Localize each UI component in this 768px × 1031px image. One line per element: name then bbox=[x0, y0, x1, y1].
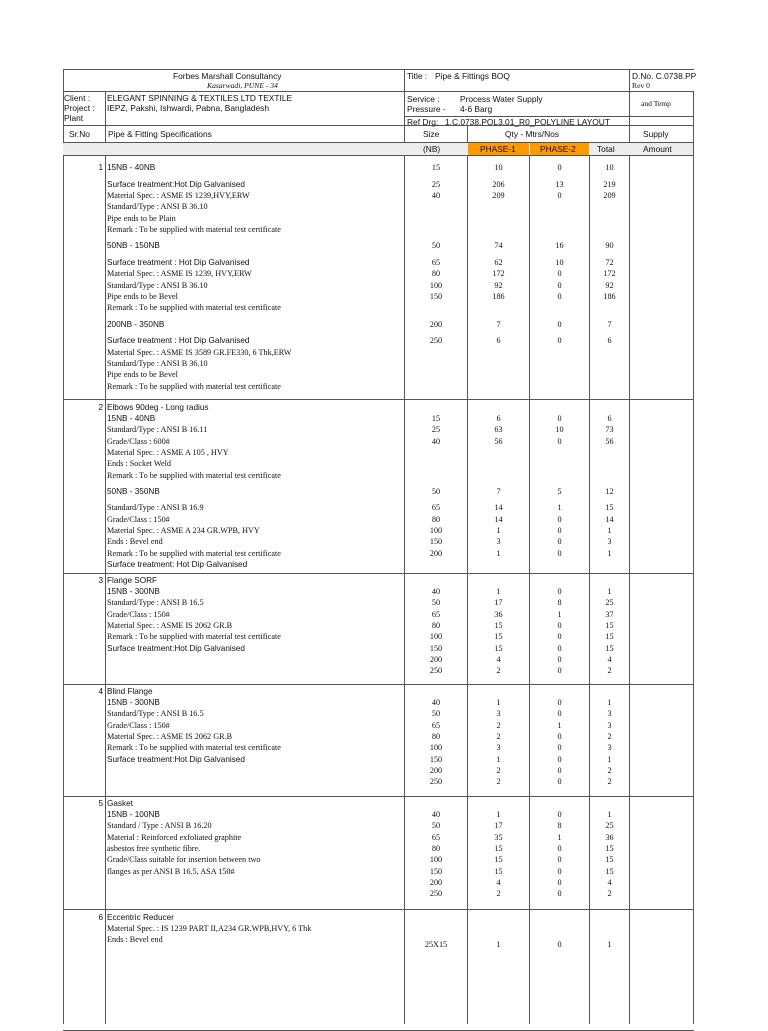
total-cell: 1 bbox=[607, 810, 612, 819]
spec-line: Grade/Class : 150# bbox=[107, 610, 170, 619]
phase2-cell: 0 bbox=[557, 515, 562, 524]
phase2-cell: 0 bbox=[557, 537, 562, 546]
total-cell: 15 bbox=[605, 867, 614, 876]
size-cell: 100 bbox=[429, 855, 443, 864]
phase2-cell: 0 bbox=[557, 709, 562, 718]
phase1-cell: 15 bbox=[494, 644, 503, 653]
phase2-cell: 0 bbox=[557, 549, 562, 558]
phase1-cell: 172 bbox=[492, 269, 505, 278]
total-cell: 1 bbox=[607, 940, 612, 949]
total-cell: 15 bbox=[605, 644, 614, 653]
phase1-cell: 7 bbox=[496, 320, 501, 329]
phase2-cell: 0 bbox=[557, 281, 562, 290]
size-cell: 80 bbox=[431, 621, 441, 630]
total-cell: 15 bbox=[605, 844, 614, 853]
total-cell: 3 bbox=[607, 721, 612, 730]
phase1-cell: 2 bbox=[496, 889, 501, 898]
total-cell: 37 bbox=[605, 610, 614, 619]
col-divider-total bbox=[629, 69, 630, 1024]
spec-line: Material Spec. : ASME IS 1239, HVY,ERW bbox=[107, 269, 252, 278]
phase2-cell: 0 bbox=[557, 855, 562, 864]
size-cell: 65 bbox=[431, 721, 441, 730]
size-cell: 200 bbox=[429, 766, 443, 775]
phase2-cell: 16 bbox=[555, 241, 564, 250]
phase2-cell: 0 bbox=[557, 666, 562, 675]
phase2-cell: 0 bbox=[557, 810, 562, 819]
spec-line: 15NB - 300NB bbox=[107, 587, 160, 596]
spec-line: Ends : Socket Weld bbox=[107, 459, 171, 468]
phase2-cell: 1 bbox=[557, 610, 562, 619]
size-cell: 80 bbox=[431, 515, 441, 524]
section-number: 6 bbox=[98, 913, 103, 922]
size-cell: 40 bbox=[431, 810, 441, 819]
size-cell: 50 bbox=[431, 241, 441, 250]
pressure-value: 4-6 Barg bbox=[460, 104, 493, 114]
total-cell: 90 bbox=[605, 241, 614, 250]
phase2-cell: 10 bbox=[555, 425, 564, 434]
phase2-cell: 0 bbox=[557, 621, 562, 630]
section-number: 2 bbox=[98, 403, 103, 412]
spec-line: Flange SORF bbox=[107, 576, 158, 585]
total-cell: 3 bbox=[607, 743, 612, 752]
phase1-cell: 74 bbox=[494, 241, 503, 250]
phase2-cell: 10 bbox=[555, 258, 564, 267]
total-cell: 1 bbox=[607, 526, 612, 535]
spec-line: Standard/Type : ANSI B 36.10 bbox=[107, 359, 208, 368]
size-cell: 15 bbox=[431, 414, 441, 423]
phase1-cell: 6 bbox=[496, 336, 501, 345]
total-cell: 15 bbox=[605, 621, 614, 630]
section-separator bbox=[63, 399, 694, 400]
phase2-cell: 1 bbox=[557, 833, 562, 842]
col-header-phase1: PHASE-1 bbox=[480, 144, 516, 154]
spec-line: Surface treatment:Hot Dip Galvanised bbox=[107, 755, 245, 764]
phase1-cell: 7 bbox=[496, 487, 501, 496]
col-header-spec: Pipe & Fitting Specifications bbox=[108, 129, 212, 139]
total-cell: 10 bbox=[605, 163, 614, 172]
phase2-cell: 0 bbox=[557, 191, 562, 200]
phase2-cell: 0 bbox=[557, 163, 562, 172]
spec-line: Surface treatment:Hot Dip Galvanised bbox=[107, 180, 245, 189]
spec-line: Eccentric Reducer bbox=[107, 913, 174, 922]
phase1-cell: 15 bbox=[494, 844, 503, 853]
frame-right-line bbox=[693, 91, 694, 1024]
size-cell: 200 bbox=[429, 549, 443, 558]
phase2-cell: 0 bbox=[557, 732, 562, 741]
size-cell: 150 bbox=[429, 292, 443, 301]
total-cell: 2 bbox=[607, 732, 612, 741]
phase1-cell: 1 bbox=[496, 526, 501, 535]
client-label: Client : bbox=[64, 93, 91, 103]
phase1-cell: 56 bbox=[494, 437, 503, 446]
phase2-cell: 0 bbox=[557, 292, 562, 301]
total-cell: 1 bbox=[607, 755, 612, 764]
phase2-cell: 0 bbox=[557, 844, 562, 853]
phase1-cell: 15 bbox=[494, 621, 503, 630]
phase1-cell: 15 bbox=[494, 632, 503, 641]
spec-line: Standard/Type : ANSI B 16.5 bbox=[107, 709, 204, 718]
spec-line: Surface treatment : Hot Dip Galvanised bbox=[107, 258, 250, 267]
spec-line: Ends : Bevel end bbox=[107, 935, 163, 944]
phase1-cell: 62 bbox=[494, 258, 503, 267]
phase1-cell: 2 bbox=[496, 766, 501, 775]
phase1-cell: 4 bbox=[496, 878, 501, 887]
size-cell: 200 bbox=[429, 878, 443, 887]
phase2-cell: 0 bbox=[557, 587, 562, 596]
total-cell: 72 bbox=[605, 258, 614, 267]
phase2-cell: 0 bbox=[557, 414, 562, 423]
spec-line: flanges as per ANSI B 16.5, ASA 150# bbox=[107, 867, 235, 876]
phase1-cell: 2 bbox=[496, 666, 501, 675]
spec-line: 200NB - 350NB bbox=[107, 320, 165, 329]
size-cell: 25 bbox=[431, 180, 441, 189]
title-value: Pipe & Fittings BOQ bbox=[435, 71, 510, 81]
total-cell: 2 bbox=[607, 889, 612, 898]
size-cell: 150 bbox=[429, 537, 443, 546]
client-address: IEPZ, Pakshi, Ishwardi, Pabna, Bangladesh bbox=[107, 103, 270, 113]
spec-line: Remark : To be supplied with material test certificate bbox=[107, 471, 281, 480]
spec-line: Remark : To be supplied with material test certificate bbox=[107, 225, 281, 234]
size-cell: 100 bbox=[429, 632, 443, 641]
size-cell: 65 bbox=[431, 503, 441, 512]
spec-line: Remark : To be supplied with material test certificate bbox=[107, 632, 281, 641]
spec-line: Surface treatment : Hot Dip Galvanised bbox=[107, 336, 250, 345]
phase1-cell: 4 bbox=[496, 655, 501, 664]
size-cell: 80 bbox=[431, 844, 441, 853]
col-divider-srno bbox=[105, 125, 106, 1024]
section-separator bbox=[63, 909, 694, 910]
spec-line: Material Spec. : ASME A 105 , HVY bbox=[107, 448, 229, 457]
section-number: 1 bbox=[98, 163, 103, 172]
total-cell: 3 bbox=[607, 537, 612, 546]
total-cell: 219 bbox=[603, 180, 616, 189]
phase1-cell: 14 bbox=[494, 515, 503, 524]
spec-line: Standard/Type : ANSI B 36.10 bbox=[107, 202, 208, 211]
size-cell: 150 bbox=[429, 755, 443, 764]
header-line-1 bbox=[63, 91, 694, 92]
phase1-cell: 10 bbox=[494, 163, 503, 172]
phase2-cell: 0 bbox=[557, 644, 562, 653]
phase1-cell: 15 bbox=[494, 855, 503, 864]
phase2-cell: 0 bbox=[557, 777, 562, 786]
plant-label: Plant bbox=[64, 113, 84, 123]
phase2-cell: 0 bbox=[557, 698, 562, 707]
total-cell: 14 bbox=[605, 515, 614, 524]
phase1-cell: 2 bbox=[496, 777, 501, 786]
project-label: Project : bbox=[64, 103, 95, 113]
phase1-cell: 206 bbox=[492, 180, 505, 189]
col-header-nb: (NB) bbox=[423, 144, 441, 154]
service-value: Process Water Supply bbox=[460, 94, 543, 104]
service-label: Service : bbox=[407, 94, 440, 104]
size-cell: 40 bbox=[431, 587, 441, 596]
col-header-total: Total bbox=[597, 144, 615, 154]
title-label: Title : bbox=[407, 71, 428, 81]
spec-line: Gasket bbox=[107, 799, 133, 808]
size-cell: 150 bbox=[429, 644, 443, 653]
col-header-supply: Supply bbox=[643, 129, 669, 139]
size-cell: 65 bbox=[431, 258, 441, 267]
size-cell: 250 bbox=[429, 777, 443, 786]
spec-line: Pipe ends to be Plain bbox=[107, 214, 176, 223]
total-cell: 1 bbox=[607, 698, 612, 707]
total-cell: 4 bbox=[607, 655, 612, 664]
phase2-cell: 0 bbox=[557, 269, 562, 278]
spec-line: 15NB - 40NB bbox=[107, 414, 156, 423]
size-cell: 65 bbox=[431, 833, 441, 842]
client-value: ELEGANT SPINNING & TEXTILES LTD TEXTILE bbox=[107, 93, 293, 103]
phase1-cell: 92 bbox=[494, 281, 503, 290]
size-cell: 50 bbox=[431, 709, 441, 718]
spec-line: Material Spec. : ASME IS 3589 GR.FE330, 6 Thk,ERW bbox=[107, 348, 292, 357]
total-cell: 2 bbox=[607, 666, 612, 675]
phase2-cell: 13 bbox=[555, 180, 564, 189]
phase2-cell: 1 bbox=[557, 721, 562, 730]
phase2-cell: 0 bbox=[557, 878, 562, 887]
boq-sheet bbox=[63, 69, 697, 1024]
phase1-cell: 36 bbox=[494, 610, 503, 619]
phase1-cell: 2 bbox=[496, 732, 501, 741]
spec-line: Standard / Type : ANSI B 16.20 bbox=[107, 821, 212, 830]
phase2-cell: 0 bbox=[557, 632, 562, 641]
size-cell: 200 bbox=[429, 320, 443, 329]
phase2-cell: 0 bbox=[557, 755, 562, 764]
phase2-cell: 0 bbox=[557, 655, 562, 664]
phase1-cell: 186 bbox=[492, 292, 505, 301]
section-separator bbox=[63, 684, 694, 685]
spec-line: Blind Flange bbox=[107, 687, 153, 696]
phase1-cell: 3 bbox=[496, 709, 501, 718]
spec-line: Standard/Type : ANSI B 16.11 bbox=[107, 425, 208, 434]
spec-line: 50NB - 350NB bbox=[107, 487, 160, 496]
section-number: 4 bbox=[98, 687, 103, 696]
size-cell: 100 bbox=[429, 526, 443, 535]
size-cell: 40 bbox=[431, 191, 441, 200]
spec-line: Grade/Class : 150# bbox=[107, 721, 170, 730]
size-cell: 200 bbox=[429, 655, 443, 664]
total-cell: 6 bbox=[607, 336, 612, 345]
size-cell: 25 bbox=[431, 425, 441, 434]
col-header-srno: Sr.No bbox=[69, 129, 90, 139]
total-cell: 172 bbox=[603, 269, 616, 278]
spec-line: Material Spec. : ASME IS 1239,HVY,ERW bbox=[107, 191, 250, 200]
col-header-amount: Amount bbox=[643, 144, 672, 154]
spec-line: Surface treatment:Hot Dip Galvanised bbox=[107, 644, 245, 653]
spec-line: Remark : To be supplied with material test certificate bbox=[107, 303, 281, 312]
doc-number: D.No. C.0738.PP bbox=[632, 71, 697, 81]
size-cell: 65 bbox=[431, 610, 441, 619]
phase1-cell: 35 bbox=[494, 833, 503, 842]
phase2-cell: 0 bbox=[557, 940, 562, 949]
section-separator bbox=[63, 573, 694, 574]
phase1-cell: 1 bbox=[496, 698, 501, 707]
spec-line: Standard/Type : ANSI B 16.9 bbox=[107, 503, 204, 512]
pressure-label: Pressure - bbox=[407, 104, 446, 114]
spec-line: Pipe ends to be Bevel bbox=[107, 292, 178, 301]
phase1-cell: 1 bbox=[496, 755, 501, 764]
size-cell: 100 bbox=[429, 281, 443, 290]
phase1-cell: 209 bbox=[492, 191, 505, 200]
phase1-cell: 14 bbox=[494, 503, 503, 512]
spec-line: Grade/Class : 600# bbox=[107, 437, 170, 446]
size-cell: 250 bbox=[429, 336, 443, 345]
phase2-cell: 0 bbox=[557, 766, 562, 775]
phase1-cell: 1 bbox=[496, 940, 501, 949]
spec-line: Standard/Type : ANSI B 36.10 bbox=[107, 281, 208, 290]
company-address: Kasarwadi, PUNE - 34 bbox=[207, 81, 278, 90]
size-cell: 250 bbox=[429, 889, 443, 898]
phase1-cell: 3 bbox=[496, 537, 501, 546]
size-cell: 80 bbox=[431, 732, 441, 741]
size-cell: 80 bbox=[431, 269, 441, 278]
size-cell: 50 bbox=[431, 487, 441, 496]
spec-line: asbestos free synthetic fibre. bbox=[107, 844, 201, 853]
spec-line: Ends : Bevel end bbox=[107, 537, 163, 546]
total-cell: 15 bbox=[605, 503, 614, 512]
spec-line: Material Spec. : IS 1239 PART II,A234 GR.WPB,HVY, 6 Thk bbox=[107, 924, 312, 933]
spec-line: 50NB - 150NB bbox=[107, 241, 160, 250]
phase2-cell: 1 bbox=[557, 503, 562, 512]
total-cell: 25 bbox=[605, 821, 614, 830]
phase2-cell: 0 bbox=[557, 743, 562, 752]
phase1-cell: 2 bbox=[496, 721, 501, 730]
phase1-cell: 1 bbox=[496, 587, 501, 596]
total-cell: 15 bbox=[605, 855, 614, 864]
section-number: 3 bbox=[98, 576, 103, 585]
docno-divider bbox=[629, 69, 630, 91]
spec-line: Remark : To be supplied with material test certificate bbox=[107, 549, 281, 558]
phase2-cell: 8 bbox=[557, 821, 562, 830]
phase1-cell: 3 bbox=[496, 743, 501, 752]
spec-line: Remark : To be supplied with material test certificate bbox=[107, 743, 281, 752]
phase1-cell: 6 bbox=[496, 414, 501, 423]
size-cell: 40 bbox=[431, 437, 441, 446]
spec-line: Remark : To be supplied with material test certificate bbox=[107, 382, 281, 391]
frame-top-line bbox=[63, 69, 694, 70]
size-cell: 150 bbox=[429, 867, 443, 876]
spec-line: Material Spec. : ASME IS 2062 GR.B bbox=[107, 621, 233, 630]
spec-line: Material : Reinforced exfoliated graphite bbox=[107, 833, 242, 842]
phase2-cell: 5 bbox=[557, 487, 562, 496]
spec-line: 15NB - 300NB bbox=[107, 698, 160, 707]
total-cell: 3 bbox=[607, 709, 612, 718]
total-cell: 7 bbox=[607, 320, 612, 329]
header-line-5 bbox=[63, 155, 694, 156]
phase2-cell: 0 bbox=[557, 867, 562, 876]
section-number: 5 bbox=[98, 799, 103, 808]
phase2-cell: 0 bbox=[557, 336, 562, 345]
spec-line: Material Spec. : ASME A 234 GR.WPB, HVY bbox=[107, 526, 260, 535]
total-cell: 4 bbox=[607, 878, 612, 887]
total-cell: 209 bbox=[603, 191, 616, 200]
phase1-cell: 1 bbox=[496, 549, 501, 558]
total-cell: 36 bbox=[605, 833, 614, 842]
phase2-cell: 8 bbox=[557, 598, 562, 607]
phase1-cell: 63 bbox=[494, 425, 503, 434]
spec-line: Standard/Type : ANSI B 16.5 bbox=[107, 598, 204, 607]
total-cell: 2 bbox=[607, 766, 612, 775]
spec-line: Elbows 90deg - Long radius bbox=[107, 403, 209, 412]
total-cell: 186 bbox=[603, 292, 616, 301]
frame-left-line bbox=[63, 69, 64, 1024]
col-header-phase2: PHASE-2 bbox=[540, 144, 576, 154]
spec-line: Material Spec. : ASME IS 2062 GR.B bbox=[107, 732, 233, 741]
client-divider bbox=[105, 91, 106, 125]
phase1-cell: 15 bbox=[494, 867, 503, 876]
spec-line: Surface treatment: Hot Dip Galvanised bbox=[107, 560, 248, 569]
phase1-cell: 17 bbox=[494, 598, 503, 607]
size-cell: 25X15 bbox=[424, 940, 448, 949]
total-cell: 56 bbox=[605, 437, 614, 446]
spec-line: 15NB - 100NB bbox=[107, 810, 160, 819]
size-cell: 100 bbox=[429, 743, 443, 752]
phase2-cell: 0 bbox=[557, 437, 562, 446]
revision: Rev 0 bbox=[632, 81, 650, 90]
size-cell: 50 bbox=[431, 598, 441, 607]
total-cell: 12 bbox=[605, 487, 614, 496]
phase1-cell: 17 bbox=[494, 821, 503, 830]
phase1-cell: 1 bbox=[496, 810, 501, 819]
size-cell: 50 bbox=[431, 821, 441, 830]
total-cell: 15 bbox=[605, 632, 614, 641]
phase2-cell: 0 bbox=[557, 526, 562, 535]
total-cell: 2 bbox=[607, 777, 612, 786]
total-cell: 73 bbox=[605, 425, 614, 434]
total-cell: 25 bbox=[605, 598, 614, 607]
spec-line: 15NB - 40NB bbox=[107, 163, 156, 172]
spec-line: Grade/Class suitable for insertion between two bbox=[107, 855, 261, 864]
col-header-qty: Qty - Mtrs/Nos bbox=[505, 129, 559, 139]
phase2-cell: 0 bbox=[557, 889, 562, 898]
ref-drawing-value: 1.C.0738.POL3.01_R0_POLYLINE LAYOUT bbox=[445, 117, 610, 127]
size-cell: 40 bbox=[431, 698, 441, 707]
col-header-size: Size bbox=[423, 129, 440, 139]
ref-drawing-label: Ref Drg: bbox=[407, 117, 439, 127]
spec-line: Grade/Class : 150# bbox=[107, 515, 170, 524]
spec-line: Pipe ends to be Bevel bbox=[107, 370, 178, 379]
size-cell: 250 bbox=[429, 666, 443, 675]
total-cell: 1 bbox=[607, 587, 612, 596]
company-name: Forbes Marshall Consultancy bbox=[173, 71, 282, 81]
total-cell: 6 bbox=[607, 414, 612, 423]
size-cell: 15 bbox=[431, 163, 441, 172]
total-cell: 92 bbox=[605, 281, 614, 290]
section-separator bbox=[63, 796, 694, 797]
phase2-cell: 0 bbox=[557, 320, 562, 329]
total-cell: 1 bbox=[607, 549, 612, 558]
temperature-value: and Temp bbox=[641, 99, 671, 108]
